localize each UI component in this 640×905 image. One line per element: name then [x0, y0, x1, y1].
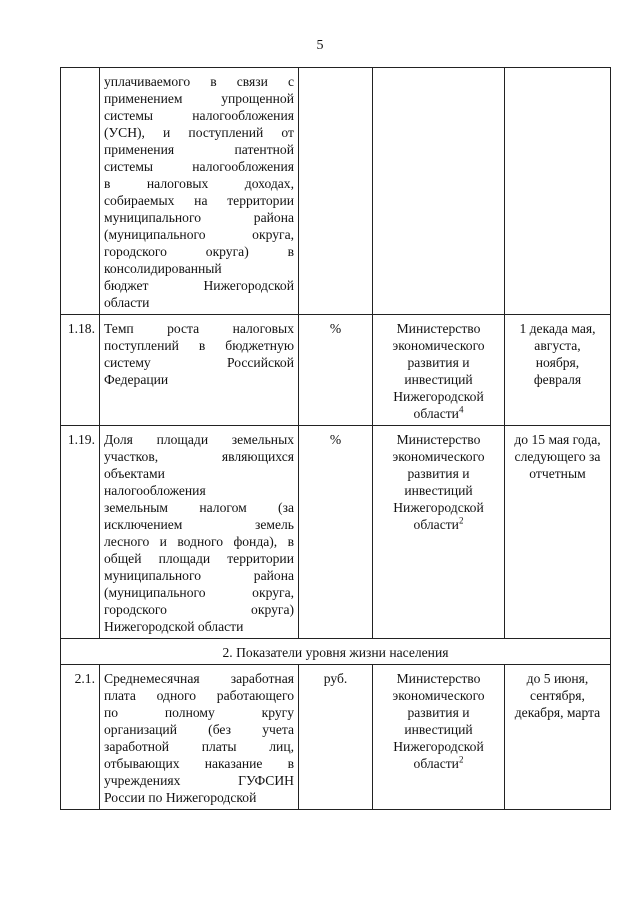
- source-line: Нижегородской: [393, 389, 484, 404]
- source-line: экономического: [392, 449, 485, 464]
- indicator-name-line: участков, являющихся: [104, 449, 294, 464]
- indicator-name-line: Федерации: [104, 372, 169, 387]
- indicator-name-line: применения патентной: [104, 142, 294, 157]
- indicator-name-line: области: [104, 295, 150, 310]
- indicator-name-line: городского округа) в: [104, 244, 294, 259]
- indicator-name-line: отбывающих наказание в: [104, 756, 294, 771]
- table-row: [61, 426, 611, 639]
- source-line: Нижегородской: [393, 500, 484, 515]
- indicator-name-line: (муниципального округа,: [104, 585, 294, 600]
- indicator-name-line: в налоговых доходах,: [104, 176, 294, 191]
- period-line: 1 декада мая,: [519, 321, 596, 336]
- period-line: февраля: [533, 372, 582, 387]
- indicator-name-line: бюджет Нижегородской: [104, 278, 294, 293]
- source-line: Министерство: [396, 671, 481, 686]
- indicator-name-line: систему Российской: [104, 355, 294, 370]
- indicators-table: [60, 67, 611, 810]
- indicator-name-line: консолидированный: [104, 261, 222, 276]
- period-line: следующего за: [514, 449, 601, 464]
- period-line: до 5 июня,: [526, 671, 589, 686]
- table-row: [61, 665, 611, 810]
- footnote-mark: 2: [458, 754, 464, 765]
- source-line: Министерство: [396, 321, 481, 336]
- period-line: ноября,: [535, 355, 580, 370]
- indicator-name: [100, 315, 299, 426]
- indicator-name-line: земельным налогом (за: [104, 500, 294, 515]
- section-row: [61, 639, 611, 665]
- source-line: экономического: [392, 338, 485, 353]
- period-line: августа,: [534, 338, 581, 353]
- indicator-name-line: лесного и водного фонда), в: [104, 534, 294, 549]
- source-line: экономического: [392, 688, 485, 703]
- source-line: инвестиций: [404, 372, 473, 387]
- indicator-name-line: исключением земель: [104, 517, 294, 532]
- source-line: области$^2$: [413, 515, 464, 532]
- unit-cell: %: [299, 315, 373, 426]
- source-cell: [373, 426, 505, 639]
- period-line: сентября,: [530, 688, 585, 703]
- indicator-name-line: муниципального района: [104, 568, 294, 583]
- indicator-name-line: системы налогообложения: [104, 108, 294, 123]
- source-cell: [373, 315, 505, 426]
- indicator-name-line: организаций (без учета: [104, 722, 294, 737]
- source-line: развития и: [407, 355, 470, 370]
- period-cell: [505, 68, 611, 315]
- indicator-name-line: (муниципального округа,: [104, 227, 294, 242]
- source-line: инвестиций: [404, 722, 473, 737]
- source-cell: [373, 68, 505, 315]
- indicator-name-line: заработной платы лиц,: [104, 739, 294, 754]
- indicator-name-line: учреждениях ГУФСИН: [104, 773, 294, 788]
- indicator-name-line: объектами: [104, 466, 165, 481]
- indicator-name: [100, 68, 299, 315]
- indicator-name-line: Нижегородской области: [104, 619, 244, 634]
- period-line: декабря, марта: [514, 705, 601, 720]
- source-line: развития и: [407, 705, 470, 720]
- source-line: Министерство: [396, 432, 481, 447]
- indicator-name-line: по полному кругу: [104, 705, 294, 720]
- indicator-name-line: Среднемесячная заработная: [104, 671, 294, 686]
- indicator-name: [100, 426, 299, 639]
- unit-cell: [299, 68, 373, 315]
- indicator-name-line: плата одного работающего: [104, 688, 294, 703]
- indicator-name-line: поступлений в бюджетную: [104, 338, 294, 353]
- page-number: 5: [316, 38, 324, 53]
- indicator-name-line: (УСН), и поступлений от: [104, 125, 294, 140]
- row-number: [61, 68, 100, 315]
- table-row: [61, 68, 611, 315]
- source-line: области$^2$: [413, 754, 464, 771]
- period-cell: [505, 315, 611, 426]
- period-cell: [505, 665, 611, 810]
- indicator-name-line: России по Нижегородской: [104, 790, 257, 805]
- period-line: до 15 мая года,: [514, 432, 601, 447]
- source-cell: [373, 665, 505, 810]
- indicator-name-line: Темп роста налоговых: [104, 321, 294, 336]
- indicator-name-line: собираемых на территории: [104, 193, 294, 208]
- unit-cell: %: [299, 426, 373, 639]
- footnote-mark: 2: [458, 515, 464, 526]
- indicator-name-line: уплачиваемого в связи с: [104, 74, 294, 89]
- source-line: развития и: [407, 466, 470, 481]
- indicator-name: [100, 665, 299, 810]
- row-number: 1.19.: [61, 426, 100, 639]
- source-line: области$^4$: [413, 404, 464, 421]
- unit-cell: руб.: [299, 665, 373, 810]
- indicator-name-line: применением упрощенной: [104, 91, 294, 106]
- indicator-name-line: общей площади территории: [104, 551, 294, 566]
- source-line: инвестиций: [404, 483, 473, 498]
- footnote-mark: 4: [458, 404, 464, 415]
- indicator-name-line: налогообложения: [104, 483, 206, 498]
- indicator-name-line: городского округа): [104, 602, 294, 617]
- section-heading: 2. Показатели уровня жизни населения: [61, 639, 611, 665]
- indicator-name-line: Доля площади земельных: [104, 432, 294, 447]
- row-number: 2.1.: [61, 665, 100, 810]
- indicator-name-line: муниципального района: [104, 210, 294, 225]
- indicator-name-line: системы налогообложения: [104, 159, 294, 174]
- row-number: 1.18.: [61, 315, 100, 426]
- period-line: отчетным: [529, 466, 586, 481]
- table-row: [61, 315, 611, 426]
- period-cell: [505, 426, 611, 639]
- source-line: Нижегородской: [393, 739, 484, 754]
